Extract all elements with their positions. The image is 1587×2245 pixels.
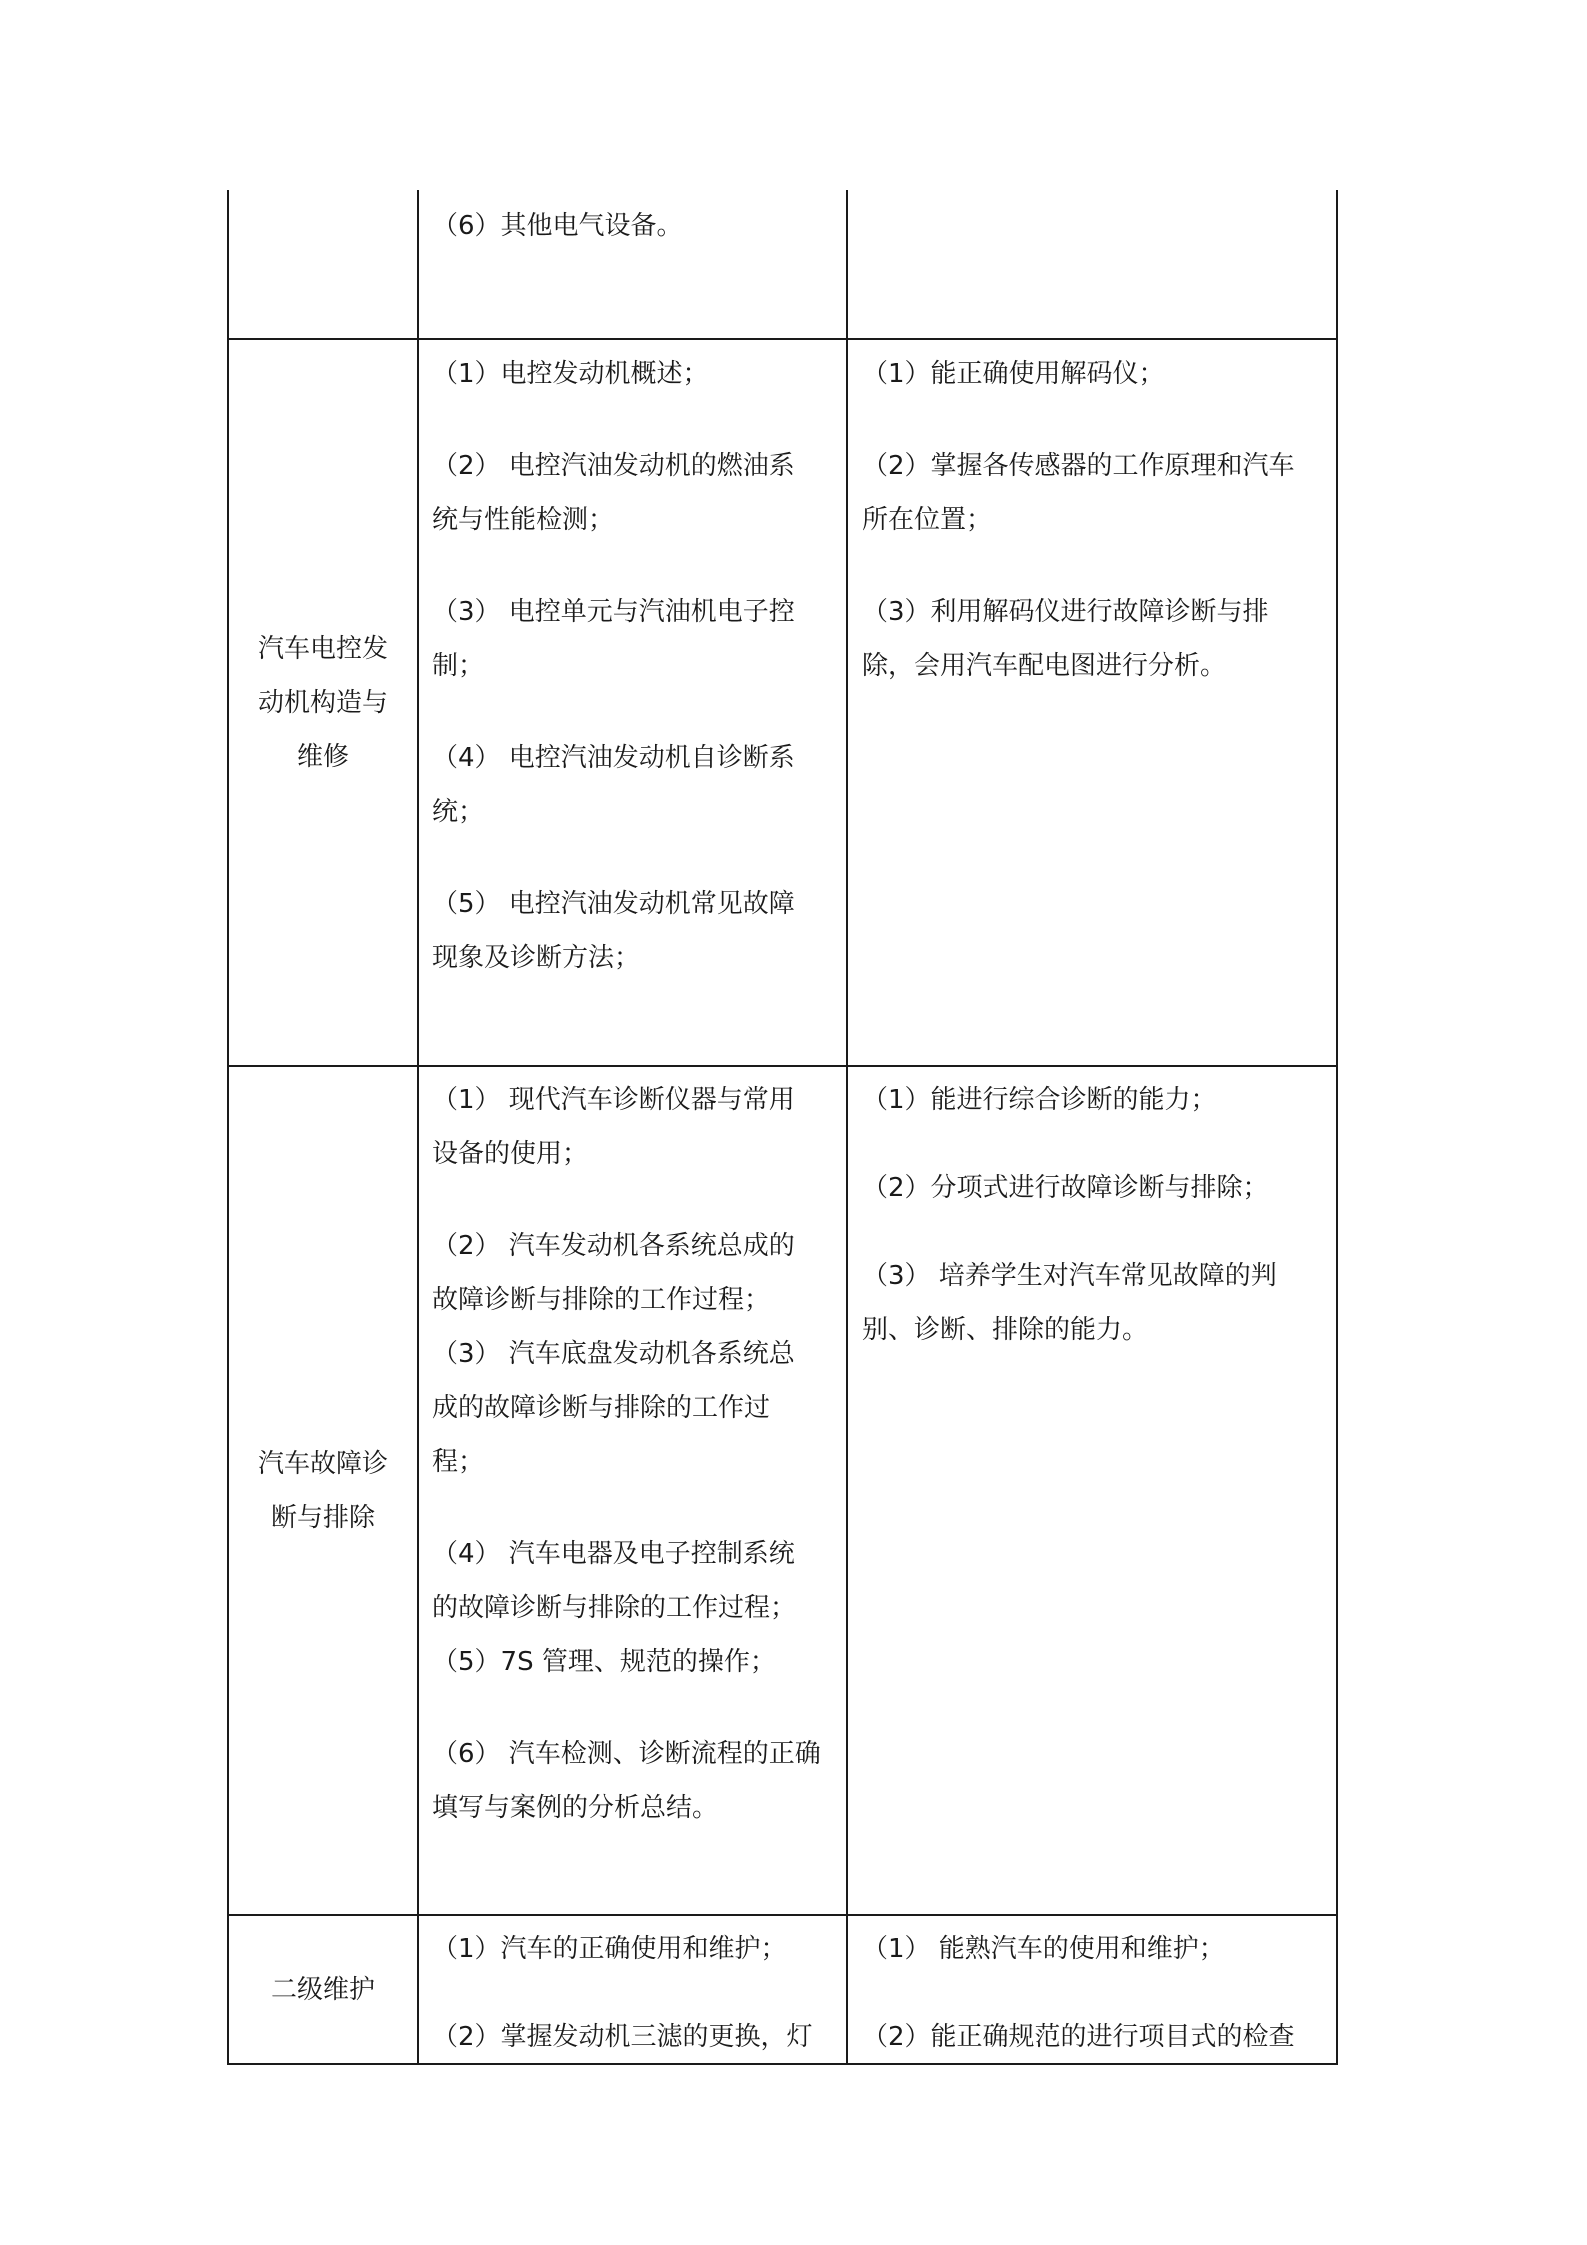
content-item: （6） 汽车检测、诊断流程的正确 bbox=[432, 1739, 821, 1769]
content-item: （5）7S 管理、规范的操作； bbox=[432, 1647, 776, 1677]
content-item: 程； bbox=[432, 1447, 485, 1477]
content-item: （6）其他电气设备。 bbox=[432, 211, 683, 241]
content-item: 故障诊断与排除的工作过程； bbox=[432, 1285, 771, 1315]
requirement-item: 别、诊断、排除的能力。 bbox=[862, 1315, 1149, 1345]
requirement-item: （1）能进行综合诊断的能力； bbox=[862, 1085, 1217, 1115]
row3-requirements bbox=[862, 1073, 1332, 1357]
content-item: （2） 电控汽油发动机的燃油系 bbox=[432, 451, 795, 481]
requirement-item: （3）利用解码仪进行故障诊断与排 bbox=[862, 597, 1269, 627]
requirement-item: （1）能正确使用解码仪； bbox=[862, 359, 1165, 389]
column-divider-2 bbox=[846, 190, 848, 2065]
requirement-item: （1） 能熟汽车的使用和维护； bbox=[862, 1934, 1225, 1964]
content-item: 设备的使用； bbox=[432, 1139, 589, 1169]
subject-line: 断与排除 bbox=[270, 1502, 375, 1533]
row4-requirements bbox=[862, 1922, 1332, 2064]
requirement-item: （2）掌握各传感器的工作原理和汽车 bbox=[862, 451, 1295, 481]
content-item: 统与性能检测； bbox=[432, 505, 615, 535]
content-item: （1）汽车的正确使用和维护； bbox=[432, 1934, 787, 1964]
subject-line: 汽车电控发 bbox=[257, 633, 388, 664]
requirement-item: （3） 培养学生对汽车常见故障的判 bbox=[862, 1261, 1277, 1291]
content-item: （1） 现代汽车诊断仪器与常用 bbox=[432, 1085, 795, 1115]
row3-subject bbox=[229, 1067, 417, 1914]
requirement-item: （2）分项式进行故障诊断与排除； bbox=[862, 1173, 1269, 1203]
content-item: （3） 汽车底盘发动机各系统总 bbox=[432, 1339, 795, 1369]
column-divider-1 bbox=[417, 190, 419, 2065]
row2-content bbox=[432, 347, 837, 985]
content-item: 现象及诊断方法； bbox=[432, 943, 641, 973]
content-item: 的故障诊断与排除的工作过程； bbox=[432, 1593, 797, 1623]
content-item: 制； bbox=[432, 651, 485, 681]
subject-line: 维修 bbox=[296, 741, 349, 772]
requirement-item: 除，会用汽车配电图进行分析。 bbox=[862, 651, 1227, 681]
content-item: （3） 电控单元与汽油机电子控 bbox=[432, 597, 795, 627]
content-item: 成的故障诊断与排除的工作过 bbox=[432, 1393, 771, 1423]
subject-line: 动机构造与 bbox=[257, 687, 388, 718]
content-item: （4） 汽车电器及电子控制系统 bbox=[432, 1539, 795, 1569]
row4-subject bbox=[229, 1916, 417, 2063]
content-item: 统； bbox=[432, 797, 485, 827]
row4-content bbox=[432, 1922, 837, 2064]
requirement-item: （2）能正确规范的进行项目式的检查 bbox=[862, 2022, 1295, 2052]
subject-line: 二级维护 bbox=[270, 1974, 375, 2005]
row2-subject bbox=[229, 340, 417, 1065]
table-border-right bbox=[1336, 190, 1338, 2065]
row2-requirements bbox=[862, 347, 1332, 693]
content-item: （2） 汽车发动机各系统总成的 bbox=[432, 1231, 795, 1261]
row3-content bbox=[432, 1073, 837, 1835]
subject-line: 汽车故障诊 bbox=[257, 1448, 388, 1479]
content-item: （2）掌握发动机三滤的更换，灯 bbox=[432, 2022, 813, 2052]
row1-content bbox=[432, 199, 837, 253]
content-item: （1）电控发动机概述； bbox=[432, 359, 709, 389]
requirement-item: 所在位置； bbox=[862, 505, 993, 535]
content-item: （4） 电控汽油发动机自诊断系 bbox=[432, 743, 795, 773]
content-item: （5） 电控汽油发动机常见故障 bbox=[432, 889, 795, 919]
content-item: 填写与案例的分析总结。 bbox=[432, 1793, 719, 1823]
